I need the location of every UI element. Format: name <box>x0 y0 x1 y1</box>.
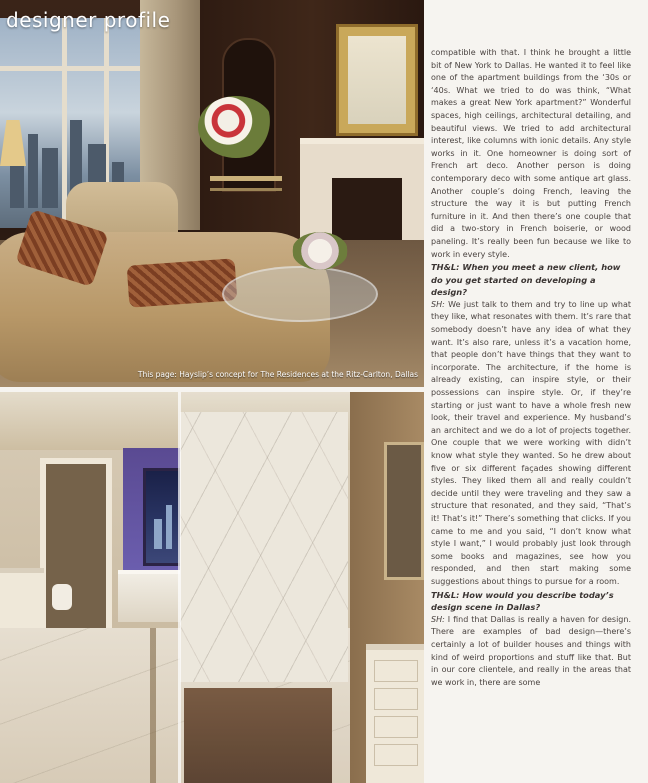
flower-arrangement <box>198 96 274 158</box>
drawer <box>374 660 418 682</box>
mirror <box>384 442 424 580</box>
drawer <box>374 688 418 710</box>
interview-question: TH&L: How would you describe today’s design scene in Dallas? <box>431 589 614 613</box>
bathroom-photo <box>0 392 424 783</box>
photo-caption: This page: Hayslip’s concept for The Residences at the Ritz-Carlton, Dallas <box>137 370 418 379</box>
section-heading: designer profile <box>6 8 171 32</box>
article-text-column <box>431 47 631 689</box>
speaker-label: SH: <box>431 299 445 309</box>
speaker-label: SH: <box>431 614 445 624</box>
answer-text: I find that Dallas is really a haven for design. There are examples of bad design—there’s certainly a lot of builder houses and things with kind of weird proportions and stuff like that. But in our core clientele, and really in the areas that we work in, there are some <box>431 614 631 687</box>
answer-text: We just talk to them and try to line up what they like, what resonates with them. It’s rare that somebody doesn’t have any idea of what they want. It’s also rare, unless it’s a vacation home, that people don’t have things that they want to incorporate. The architecture, if the home is already existing, can inspire style, or their possessions can inspire style. Or, if they’re starting or just want to have a whole fresh new look, their travel and experience. My husband’s an architect and we do a lot of projects together. One couple that we were working with didn’t know what style they wanted. So he drew about five or six different façades showing different styles. They liked them all and really couldn’t decide until they were traveling and they saw a structure that resonated, and they said, “That’s it! That’s it!” There’s something that clicks. If you came to me and you said, “I don’t know what style I want,” I would probably just look through some books and magazines, see how you responded, and then start making some suggestions about things to pursue for a room. <box>431 299 631 586</box>
drawer <box>374 744 418 766</box>
interview-answer <box>431 614 631 690</box>
glass-shower-enclosure <box>178 392 356 783</box>
interview-question: TH&L: When you meet a new client, how do you get started on developing a design? <box>431 262 621 298</box>
article-paragraph: compatible with that. I think he brought a little bit of New York to Dallas. He wanted it to feel like one of the apartment buildings from the ‘30s or ‘40s. What we tried to do was think, “What makes a great New York apartment?” Wonderful spaces, high ceilings, architectural detailing, and beautiful views. We tried to add architectural interest, like columns with ionic details. Any style works in it. One homeowner is doing sort of French art deco. Another person is doing contemporary deco with some antique art glass. Another couple’s doing French, leaving the structure the way it is but putting French furniture in it. And then there’s one couple that did a two-story in French boiserie, or wood paneling. It’s really been fun because we like to work in every style. <box>431 48 631 259</box>
rose-arrangement <box>292 232 348 270</box>
interview-answer <box>431 299 631 589</box>
framed-painting <box>336 24 418 136</box>
throw-pillow <box>127 258 238 307</box>
doorway <box>40 458 112 654</box>
drawer <box>374 716 418 738</box>
living-room-photo <box>0 0 424 387</box>
toilet <box>52 584 72 610</box>
fireplace <box>332 178 402 248</box>
glass-coffee-table <box>222 266 378 322</box>
